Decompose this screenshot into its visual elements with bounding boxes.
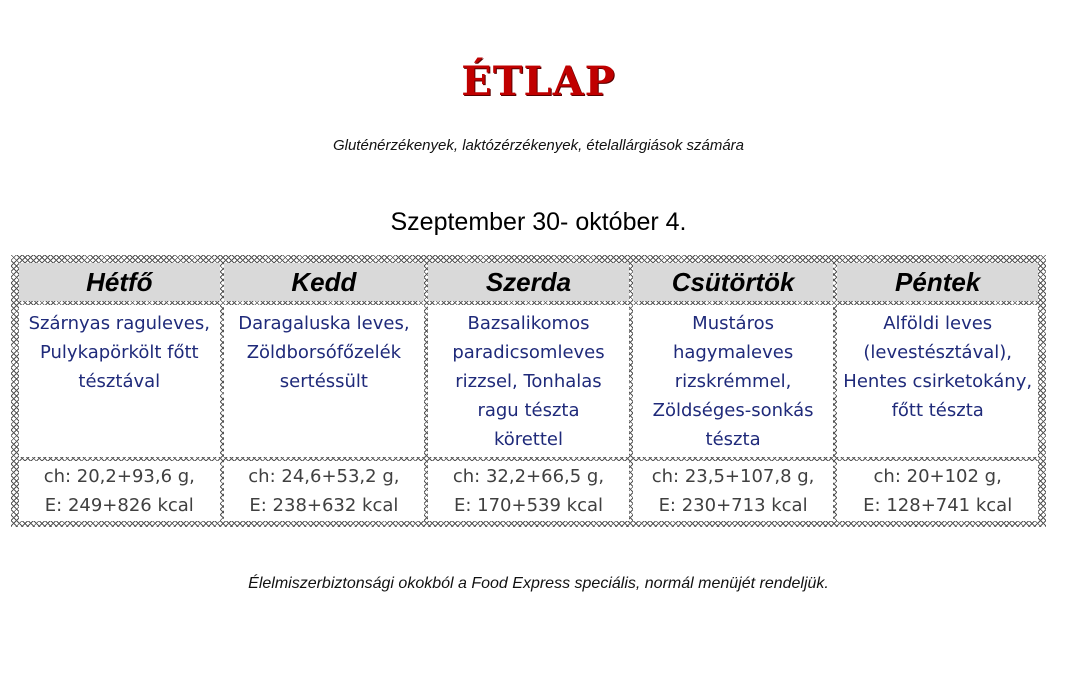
meal-line: Daragaluska leves, bbox=[238, 313, 410, 334]
day-header: Hétfő bbox=[19, 263, 220, 301]
week-date: Szeptember 30- október 4. bbox=[390, 208, 687, 236]
day-header: Szerda bbox=[428, 263, 629, 301]
energy-value: E: 230+713 kcal bbox=[658, 495, 808, 516]
day-header-row bbox=[19, 263, 1038, 301]
meal-cell-monday bbox=[19, 305, 220, 457]
nutrition-cell-friday bbox=[837, 461, 1038, 521]
page-subtitle: Gluténérzékenyek, laktózérzékenyek, ételallárgiások számára bbox=[332, 137, 745, 154]
day-header: Kedd bbox=[224, 263, 425, 301]
meal-line: Bazsalikomos bbox=[467, 313, 590, 334]
footer-note: Élelmiszerbiztonsági okokból a Food Express speciális, normál menüjét rendeljük. bbox=[248, 575, 829, 592]
meal-line: tésztával bbox=[78, 371, 161, 392]
meal-line: Hentes csirketokány, bbox=[843, 371, 1033, 392]
meal-cell-thursday bbox=[633, 305, 834, 457]
meal-line: Pulykapörkölt főtt bbox=[39, 342, 199, 363]
meal-line: rizzsel, Tonhalas bbox=[455, 371, 602, 392]
meal-line: Mustáros bbox=[692, 313, 774, 334]
nutrition-cell-thursday bbox=[633, 461, 834, 521]
day-header: Péntek bbox=[837, 263, 1038, 301]
meal-line: Zöldséges-sonkás bbox=[652, 400, 814, 421]
meal-line: paradicsomleves bbox=[452, 342, 605, 363]
nutrition-cell-tuesday bbox=[224, 461, 425, 521]
energy-value: E: 249+826 kcal bbox=[44, 495, 194, 516]
meal-line: tészta bbox=[705, 429, 761, 450]
meal-line: Szárnyas raguleves, bbox=[28, 313, 210, 334]
meal-line: rizskrémmel, bbox=[674, 371, 792, 392]
energy-value: E: 238+632 kcal bbox=[249, 495, 399, 516]
menu-table-border bbox=[11, 255, 1046, 527]
carb-value: ch: 24,6+53,2 g, bbox=[248, 466, 400, 487]
carb-value: ch: 20+102 g, bbox=[873, 466, 1002, 487]
meal-line: ragu tészta bbox=[477, 400, 580, 421]
day-header: Csütörtök bbox=[633, 263, 834, 301]
meal-line: főtt tészta bbox=[891, 400, 984, 421]
menu-table bbox=[15, 259, 1042, 525]
nutrition-cell-monday bbox=[19, 461, 220, 521]
meal-line: sertéssült bbox=[279, 371, 368, 392]
meal-cell-wednesday bbox=[428, 305, 629, 457]
meal-line: (levestésztával), bbox=[863, 342, 1013, 363]
meal-line: Zöldborsófőzelék bbox=[246, 342, 402, 363]
carb-value: ch: 32,2+66,5 g, bbox=[452, 466, 605, 487]
meal-row bbox=[19, 305, 1038, 457]
meal-line: körettel bbox=[493, 429, 564, 450]
meal-line: hagymaleves bbox=[672, 342, 794, 363]
meal-line: Alföldi leves bbox=[883, 313, 993, 334]
energy-value: E: 128+741 kcal bbox=[863, 495, 1013, 516]
nutrition-row bbox=[19, 461, 1038, 521]
meal-cell-friday bbox=[837, 305, 1038, 457]
carb-value: ch: 23,5+107,8 g, bbox=[651, 466, 815, 487]
carb-value: ch: 20,2+93,6 g, bbox=[43, 466, 195, 487]
meal-cell-tuesday bbox=[224, 305, 425, 457]
energy-value: E: 170+539 kcal bbox=[453, 495, 603, 516]
nutrition-cell-wednesday bbox=[428, 461, 629, 521]
page-title: ÉTLAP bbox=[461, 58, 616, 105]
